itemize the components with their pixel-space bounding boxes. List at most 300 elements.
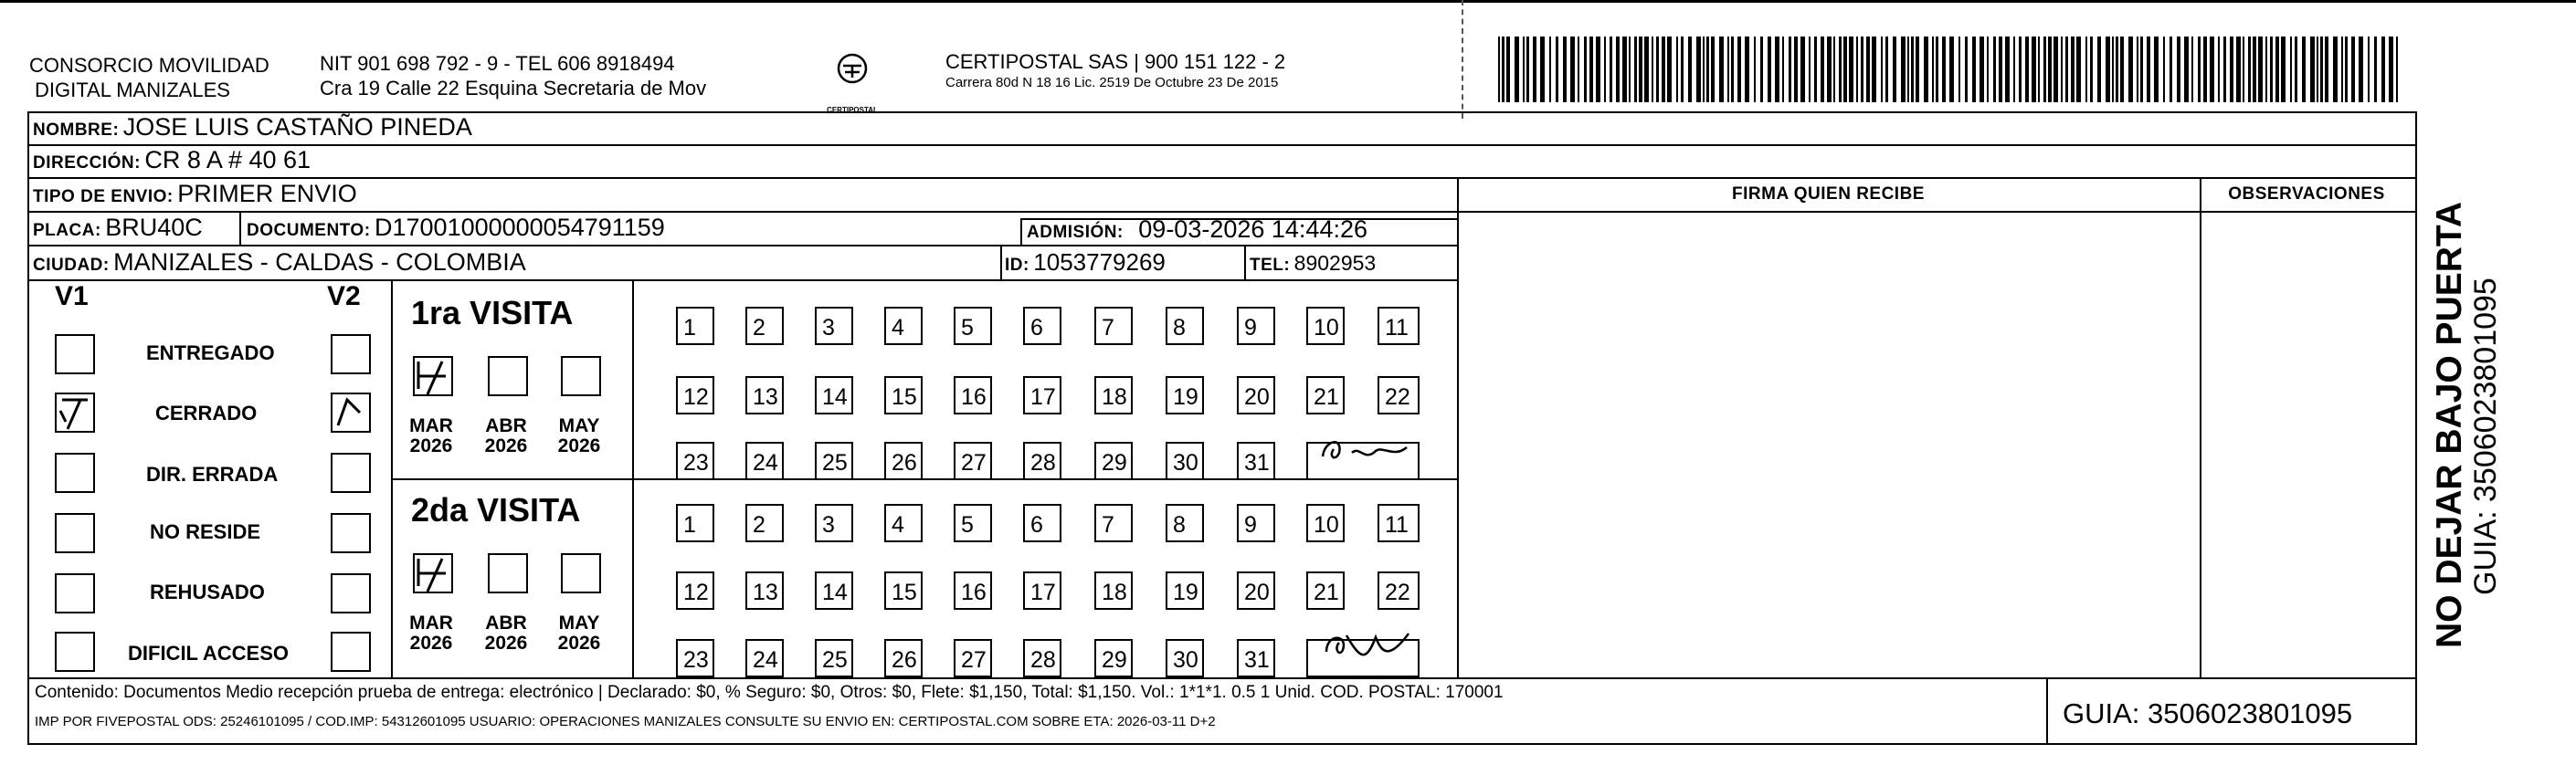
day-6-visit-1-checkbox[interactable]: 6 [1023, 307, 1061, 345]
month-year: 2026 [409, 435, 453, 456]
v1-no-reside-checkbox[interactable] [55, 513, 95, 553]
v2-rehusado-checkbox[interactable] [331, 573, 371, 613]
barcode-bar [1656, 37, 1659, 102]
barcode-bar [1789, 37, 1791, 102]
v2-dificil-acceso-checkbox[interactable] [331, 632, 371, 672]
day-6-visit-2-checkbox[interactable]: 6 [1023, 504, 1061, 542]
month-name: ABR [485, 613, 527, 634]
month-abr-visit-2-checkbox[interactable] [488, 553, 528, 593]
barcode-bar [1885, 37, 1888, 102]
day-27-visit-2-checkbox[interactable]: 27 [954, 639, 992, 677]
barcode-bar [1662, 37, 1665, 102]
day-10-visit-1-checkbox[interactable]: 10 [1306, 307, 1345, 345]
day-14-visit-2-checkbox[interactable]: 14 [815, 571, 853, 610]
nombre-value: JOSE LUIS CASTAÑO PINEDA [122, 113, 472, 141]
barcode-bar [2320, 37, 2323, 102]
v2-label: V2 [327, 281, 361, 311]
barcode-bar [2140, 37, 2143, 102]
month-may-visit-1-checkbox[interactable] [561, 356, 601, 396]
id-label: ID: [1005, 256, 1029, 275]
day-17-visit-2-checkbox[interactable]: 17 [1023, 571, 1061, 610]
barcode-bar [1622, 37, 1627, 102]
barcode-bar [1861, 37, 1863, 102]
barcode-bar [1916, 37, 1919, 102]
barcode-bar [1556, 37, 1558, 102]
day-19-visit-2-checkbox[interactable]: 19 [1166, 571, 1204, 610]
row-divider [27, 177, 2417, 179]
barcode-bar [2295, 37, 2297, 102]
logo-text: CERTIPOSTAL [827, 106, 878, 114]
footer-guia-divider [2046, 677, 2048, 745]
day-9-visit-1-checkbox[interactable]: 9 [1237, 307, 1275, 345]
nombre-label: NOMBRE: [33, 121, 120, 140]
v2-dir-errada-checkbox[interactable] [331, 453, 371, 493]
barcode-bar [1502, 37, 1504, 102]
barcode-bar [1839, 37, 1842, 102]
day-15-visit-2-checkbox[interactable]: 15 [884, 571, 923, 610]
barcode-bar [1987, 37, 1989, 102]
barcode-bar [1731, 37, 1734, 102]
barcode-bar [1794, 37, 1798, 102]
day-19-visit-1-checkbox[interactable]: 19 [1166, 376, 1204, 414]
documento-value: D17001000000054791159 [375, 214, 665, 241]
day-1-visit-2-checkbox[interactable]: 1 [676, 504, 714, 542]
barcode-bar [1711, 37, 1715, 102]
first-visit-title: 1ra VISITA [411, 294, 574, 331]
documento-label: DOCUMENTO: [247, 221, 371, 240]
day-29-visit-1-checkbox[interactable]: 29 [1094, 442, 1133, 480]
day-2-visit-1-checkbox[interactable]: 2 [745, 307, 784, 345]
day-12-visit-2-checkbox[interactable]: 12 [676, 571, 714, 610]
barcode-bar [2341, 37, 2343, 102]
barcode-bar [1681, 37, 1684, 102]
month-mar-visit-2-checkbox[interactable] [413, 553, 453, 593]
v1-rehusado-checkbox[interactable] [55, 573, 95, 613]
footer-divider [27, 677, 2417, 679]
barcode-bar [1901, 37, 1906, 102]
barcode-bar [1584, 37, 1587, 102]
barcode-bar [2184, 37, 2189, 102]
barcode-bar [2389, 37, 2393, 102]
barcode-bar [1843, 37, 1847, 102]
barcode-bar [1523, 37, 1525, 102]
status-label-rehusado: REHUSADO [150, 581, 265, 603]
day-24-visit-2-checkbox[interactable]: 24 [745, 639, 784, 677]
admision-label: ADMISIÓN: [1027, 223, 1124, 242]
barcode-bar [1827, 37, 1832, 102]
barcode-bar [1980, 37, 1984, 102]
row-divider [27, 144, 2417, 146]
barcode-bar [2038, 37, 2040, 102]
barcode-bar [1800, 37, 1805, 102]
footer-guia: GUIA: 3506023801095 [2063, 697, 2353, 729]
check-mark-icon [415, 555, 451, 592]
barcode-bar [2097, 37, 2101, 102]
month-name: MAR [409, 613, 453, 634]
day-27-visit-1-checkbox[interactable]: 27 [954, 442, 992, 480]
placa-field [33, 214, 203, 242]
barcode-bar [1639, 37, 1642, 102]
v2-no-reside-checkbox[interactable] [331, 513, 371, 553]
barcode-bar [2177, 37, 2180, 102]
documento-field [247, 214, 665, 242]
day-31-visit-2-checkbox[interactable]: 31 [1237, 639, 1275, 677]
status-label-dificil-acceso: DIFICIL ACCESO [128, 642, 290, 665]
barcode-bar [1760, 37, 1763, 102]
barcode-bar [2203, 37, 2207, 102]
day-18-visit-2-checkbox[interactable]: 18 [1094, 571, 1133, 610]
month-name: MAY [558, 415, 600, 436]
barcode-bar [1872, 37, 1876, 102]
company-line-2: DIGITAL MANIZALES [35, 79, 230, 101]
day-25-visit-1-checkbox[interactable]: 25 [815, 442, 853, 480]
barcode-bar [2374, 37, 2377, 102]
day-22-visit-2-checkbox[interactable]: 22 [1378, 571, 1420, 610]
barcode-bar [1629, 37, 1631, 102]
check-mark-icon [57, 394, 93, 431]
barcode-bar [1814, 37, 1817, 102]
barcode-bar [2258, 37, 2263, 102]
day-3-visit-2-checkbox[interactable]: 3 [815, 504, 853, 542]
day-21-visit-1-checkbox[interactable]: 21 [1306, 376, 1345, 414]
day-17-visit-1-checkbox[interactable]: 17 [1023, 376, 1061, 414]
direccion-label: DIRECCIÓN: [33, 153, 141, 173]
tipo-field [33, 180, 357, 208]
tel-value: 8902953 [1293, 251, 1377, 275]
barcode-bar [2359, 37, 2363, 102]
barcode-bar [2243, 37, 2244, 102]
check-mark-icon [333, 394, 369, 431]
month-year: 2026 [484, 435, 528, 456]
barcode-bar [1506, 37, 1510, 102]
barcode-bar [2310, 37, 2315, 102]
day-26-visit-1-checkbox[interactable]: 26 [884, 442, 923, 480]
barcode-bar [1737, 37, 1741, 102]
barcode-bar [2061, 37, 2063, 102]
month-year: 2026 [409, 633, 453, 654]
nombre-field [33, 113, 472, 141]
month-may-visit-2-checkbox[interactable] [561, 553, 601, 593]
barcode-bar [1809, 37, 1811, 102]
barcode-bar [1907, 37, 1909, 102]
barcode-bar [1972, 37, 1976, 102]
barcode-bar [2275, 37, 2279, 102]
check-mark-icon [415, 358, 451, 394]
second-visit-signature [1306, 624, 1425, 666]
barcode-bar [1958, 37, 1960, 102]
carrier-line: CERTIPOSTAL SAS | 900 151 122 - 2 [945, 50, 1286, 73]
month-year: 2026 [557, 633, 601, 654]
first-visit-signature [1306, 429, 1425, 471]
month-mar-visit-1-checkbox[interactable] [413, 356, 453, 396]
barcode-bar [1782, 37, 1784, 102]
barcode-bar [1936, 37, 1938, 102]
day-20-visit-1-checkbox[interactable]: 20 [1237, 376, 1275, 414]
barcode-bar [1533, 37, 1536, 102]
barcode-bar [1610, 37, 1612, 102]
admision-field [1027, 215, 1367, 244]
company-contact [320, 51, 706, 100]
firma-label: FIRMA QUIEN RECIBE [1732, 184, 1925, 204]
barcode-bar [2116, 37, 2118, 102]
barcode-bar [1999, 37, 2002, 102]
day-25-visit-2-checkbox[interactable]: 25 [815, 639, 853, 677]
row-divider [27, 211, 2417, 213]
cell-divider [1244, 245, 1246, 279]
v1-dir-errada-checkbox[interactable] [55, 453, 95, 493]
barcode-bar [2128, 37, 2133, 102]
month-label [404, 416, 459, 456]
v2-entregado-checkbox[interactable] [331, 334, 371, 374]
barcode-bar [1549, 37, 1551, 102]
address-line: Cra 19 Calle 22 Esquina Secretaria de Mov [320, 77, 707, 100]
main-frame [27, 111, 2417, 745]
ciudad-label: CIUDAD: [33, 256, 110, 275]
cell-divider [1000, 245, 1002, 279]
barcode-bar [2112, 37, 2114, 102]
month-abr-visit-1-checkbox[interactable] [488, 356, 528, 396]
day-31-visit-1-checkbox[interactable]: 31 [1237, 442, 1275, 480]
day-9-visit-2-checkbox[interactable]: 9 [1237, 504, 1275, 542]
barcode-bar [1775, 37, 1779, 102]
footer-contenido: Contenido: Documentos Medio recepción prueba de entrega: electrónico | Declarado: $0, % Seguro: $0, Otros: $0, Flete: $1,150, Total: $1,150. Vol.: 1*1*1. 0.5 1 Unid. COD. POSTAL: 170001 [35, 683, 1504, 702]
day-4-visit-2-checkbox[interactable]: 4 [884, 504, 923, 542]
barcode-bar [1866, 37, 1870, 102]
v2-cerrado-checkbox[interactable] [331, 393, 371, 433]
cell-divider [239, 211, 241, 245]
day-11-visit-2-checkbox[interactable]: 11 [1378, 504, 1420, 542]
barcode-bar [1604, 37, 1606, 102]
barcode-bar [2223, 37, 2226, 102]
id-value: 1053779269 [1033, 248, 1166, 276]
day-21-visit-2-checkbox[interactable]: 21 [1306, 571, 1345, 610]
barcode-bar [1754, 37, 1756, 102]
day-13-visit-2-checkbox[interactable]: 13 [745, 571, 784, 610]
day-10-visit-2-checkbox[interactable]: 10 [1306, 504, 1345, 542]
day-7-visit-1-checkbox[interactable]: 7 [1094, 307, 1133, 345]
day-14-visit-1-checkbox[interactable]: 14 [815, 376, 853, 414]
tel-label: TEL: [1250, 256, 1291, 275]
placa-value: BRU40C [105, 214, 203, 241]
day-24-visit-1-checkbox[interactable]: 24 [745, 442, 784, 480]
day-8-visit-2-checkbox[interactable]: 8 [1166, 504, 1204, 542]
barcode-bar [1881, 37, 1883, 102]
day-22-visit-1-checkbox[interactable]: 22 [1378, 376, 1420, 414]
barcode-bar [1745, 37, 1749, 102]
barcode-bar [2317, 37, 2318, 102]
month-name: ABR [485, 415, 527, 436]
guia-vertical: GUIA: 3506023801095 [2468, 278, 2503, 595]
barcode-bar [1596, 37, 1600, 102]
direccion-field [33, 146, 311, 174]
barcode-bar [2065, 37, 2068, 102]
barcode-bar [1652, 37, 1653, 102]
day-5-visit-2-checkbox[interactable]: 5 [954, 504, 992, 542]
footer-imp-line: IMP POR FIVEPOSTAL ODS: 25246101095 / COD.IMP: 54312601095 USUARIO: OPERACIONES MANIZALES CONSULTE SU ENVIO EN: CERTIPOSTAL.COM SOBRE ETA: 2026-03-11 D+2 [35, 714, 1216, 729]
barcode-bar [1570, 37, 1575, 102]
barcode-bar [1706, 37, 1709, 102]
day-29-visit-2-checkbox[interactable]: 29 [1094, 639, 1133, 677]
firma-divider [1457, 211, 1461, 677]
status-label-dir-errada: DIR. ERRADA [146, 463, 279, 486]
day-30-visit-2-checkbox[interactable]: 30 [1166, 639, 1204, 677]
barcode-bar [1696, 37, 1701, 102]
warning-vertical: NO DEJAR BAJO PUERTA [2430, 201, 2469, 648]
day-11-visit-1-checkbox[interactable]: 11 [1378, 307, 1420, 345]
barcode-bar [2147, 37, 2150, 102]
barcode-bar [2236, 37, 2241, 102]
barcode-bar [1578, 37, 1579, 102]
day-4-visit-1-checkbox[interactable]: 4 [884, 307, 923, 345]
barcode-bar [1949, 37, 1954, 102]
day-8-visit-1-checkbox[interactable]: 8 [1166, 307, 1204, 345]
barcode-bar [1498, 37, 1500, 102]
barcode-bar [2090, 37, 2093, 102]
barcode-bar [2025, 37, 2029, 102]
barcode-bar [2019, 37, 2022, 102]
company-name [29, 53, 269, 102]
barcode-bar [1616, 37, 1620, 102]
barcode-bar [2191, 37, 2193, 102]
tipo-label: TIPO DE ENVIO: [33, 187, 174, 206]
status-label-no-reside: NO RESIDE [150, 520, 261, 543]
barcode-bar [1676, 37, 1678, 102]
day-28-visit-1-checkbox[interactable]: 28 [1023, 442, 1061, 480]
month-label [479, 416, 533, 456]
barcode-bar [1833, 37, 1835, 102]
barcode-bar [1727, 37, 1729, 102]
barcode-bar [1942, 37, 1946, 102]
barcode-bar [2163, 37, 2165, 102]
barcode-bar [1924, 37, 1928, 102]
barcode-bar [1893, 37, 1896, 102]
visit-split [391, 478, 1457, 480]
admision-value: 09-03-2026 14:44:26 [1138, 215, 1367, 243]
barcode-bar [1965, 37, 1968, 102]
barcode-bar [1644, 37, 1649, 102]
barcode [1498, 37, 2412, 102]
v1-label: V1 [55, 281, 89, 311]
v1-dificil-acceso-checkbox[interactable] [55, 632, 95, 672]
day-13-visit-1-checkbox[interactable]: 13 [745, 376, 784, 414]
day-20-visit-2-checkbox[interactable]: 20 [1237, 571, 1275, 610]
barcode-bar [1932, 37, 1934, 102]
barcode-bar [2120, 37, 2124, 102]
month-name: MAY [558, 613, 600, 634]
barcode-bar [2032, 37, 2036, 102]
tipo-value: PRIMER ENVIO [177, 180, 357, 207]
company-line-1: CONSORCIO MOVILIDAD [29, 54, 269, 77]
barcode-bar [2210, 37, 2214, 102]
barcode-bar [2137, 37, 2138, 102]
day-16-visit-2-checkbox[interactable]: 16 [954, 571, 992, 610]
day-26-visit-2-checkbox[interactable]: 26 [884, 639, 923, 677]
barcode-bar [2270, 37, 2273, 102]
barcode-bar [2170, 37, 2172, 102]
barcode-bar [2043, 37, 2046, 102]
barcode-bar [1634, 37, 1637, 102]
barcode-bar [2198, 37, 2201, 102]
barcode-bar [1911, 37, 1914, 102]
barcode-bar [2253, 37, 2256, 102]
carrier-info [945, 49, 1285, 92]
observaciones-divider [2200, 179, 2203, 677]
day-7-visit-2-checkbox[interactable]: 7 [1094, 504, 1133, 542]
tel-field [1250, 251, 1376, 276]
day-2-visit-2-checkbox[interactable]: 2 [745, 504, 784, 542]
month-label [552, 613, 607, 654]
barcode-bar [2265, 37, 2267, 102]
day-18-visit-1-checkbox[interactable]: 18 [1094, 376, 1133, 414]
day-28-visit-2-checkbox[interactable]: 28 [1023, 639, 1061, 677]
day-3-visit-1-checkbox[interactable]: 3 [815, 307, 853, 345]
barcode-bar [2071, 37, 2075, 102]
barcode-bar [1821, 37, 1824, 102]
barcode-bar [2218, 37, 2220, 102]
barcode-bar [2076, 37, 2081, 102]
day-15-visit-1-checkbox[interactable]: 15 [884, 376, 923, 414]
month-label [404, 613, 459, 654]
day-23-visit-1-checkbox[interactable]: 23 [676, 442, 714, 480]
barcode-bar [2106, 37, 2110, 102]
barcode-bar [1719, 37, 1724, 102]
barcode-bar [2290, 37, 2292, 102]
barcode-bar [2396, 37, 2398, 102]
day-23-visit-2-checkbox[interactable]: 23 [676, 639, 714, 677]
row-divider [27, 279, 1457, 281]
barcode-bar [2230, 37, 2233, 102]
barcode-bar [2085, 37, 2087, 102]
day-30-visit-1-checkbox[interactable]: 30 [1166, 442, 1204, 480]
barcode-bar [1849, 37, 1853, 102]
barcode-bar [1688, 37, 1692, 102]
v1-entregado-checkbox[interactable] [55, 334, 95, 374]
day-12-visit-1-checkbox[interactable]: 12 [676, 376, 714, 414]
placa-label: PLACA: [33, 221, 101, 240]
top-edge [0, 0, 2576, 8]
day-1-visit-1-checkbox[interactable]: 1 [676, 307, 714, 345]
second-visit-title: 2da VISITA [411, 491, 581, 529]
ciudad-field [33, 248, 526, 277]
id-field [1005, 248, 1166, 277]
barcode-bar [1768, 37, 1771, 102]
barcode-bar [1703, 37, 1705, 102]
day-5-visit-1-checkbox[interactable]: 5 [954, 307, 992, 345]
barcode-bar [2333, 37, 2338, 102]
cut-guide [1462, 0, 1465, 119]
carrier-address: Carrera 80d N 18 16 Lic. 2519 De Octubre 23 De 2015 [945, 75, 1279, 90]
day-16-visit-1-checkbox[interactable]: 16 [954, 376, 992, 414]
status-label-cerrado: CERRADO [155, 402, 258, 424]
v1-cerrado-checkbox[interactable] [55, 393, 95, 433]
barcode-bar [1515, 37, 1519, 102]
barcode-bar [2381, 37, 2385, 102]
ciudad-value: MANIZALES - CALDAS - COLOMBIA [113, 248, 526, 276]
barcode-bar [2368, 37, 2370, 102]
barcode-bar [1667, 37, 1672, 102]
barcode-bar [1563, 37, 1567, 102]
direccion-value: CR 8 A # 40 61 [144, 146, 311, 173]
barcode-bar [2013, 37, 2015, 102]
barcode-bar [2351, 37, 2355, 102]
barcode-bar [1856, 37, 1858, 102]
month-year: 2026 [557, 435, 601, 456]
barcode-bar [1540, 37, 1545, 102]
month-label [552, 416, 607, 456]
barcode-bar [2154, 37, 2159, 102]
barcode-bar [2345, 37, 2348, 102]
barcode-bar [2302, 37, 2306, 102]
